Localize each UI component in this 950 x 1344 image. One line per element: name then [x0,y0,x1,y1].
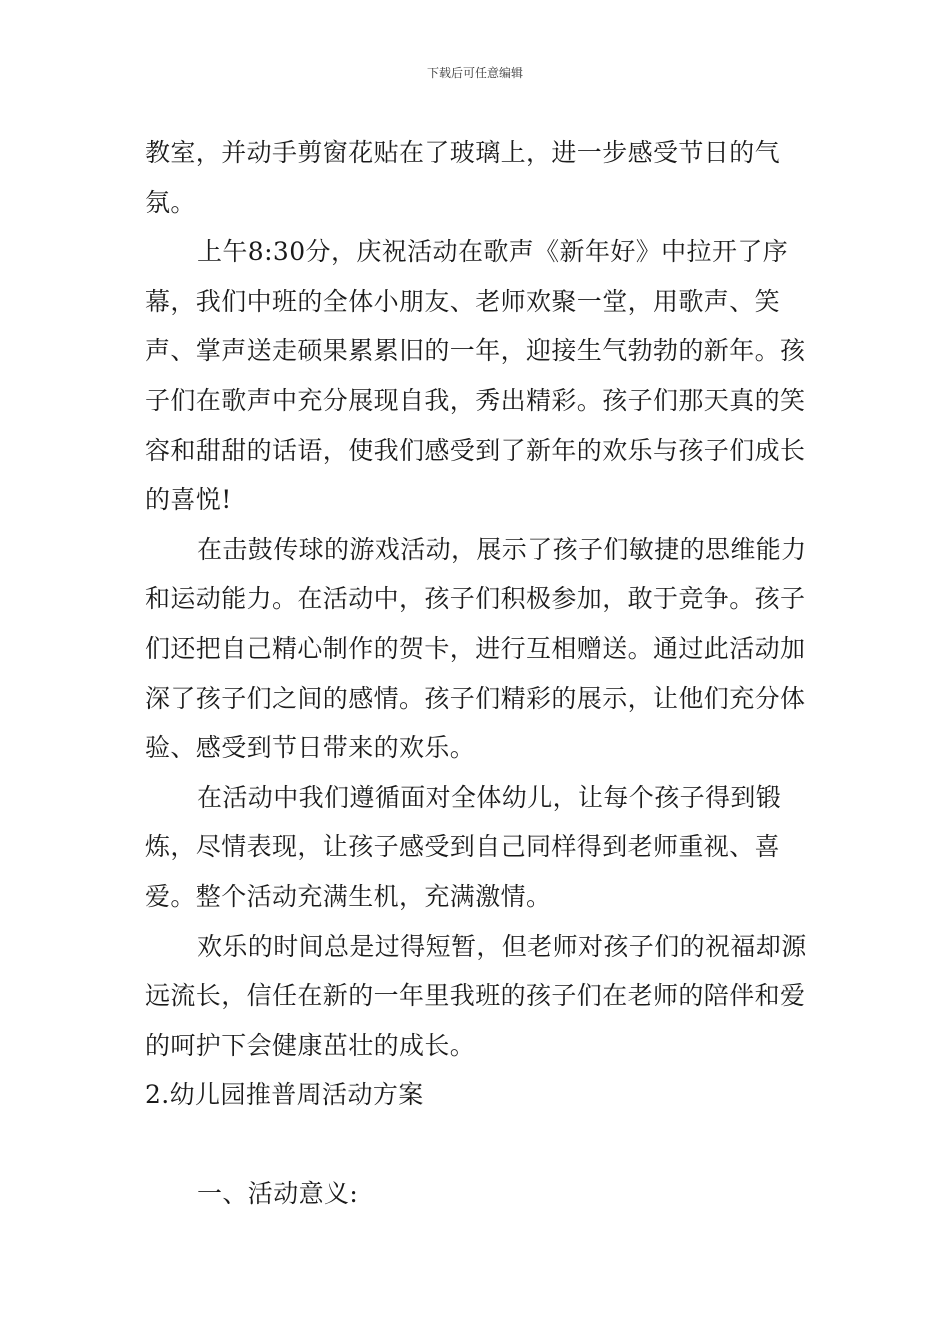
paragraph-game-activity: 在击鼓传球的游戏活动，展示了孩子们敏捷的思维能力和运动能力。在活动中，孩子们积极参加，敢于竞争。孩子们还把自己精心制作的贺卡，进行互相赠送。通过此活动加深了孩子们之间的感情。孩子们精彩的展示，让他们充分体验、感受到节日带来的欢乐。 [145,534,807,763]
page-header: 下载后可任意编辑 [426,66,523,80]
section-title: 2.幼儿园推普周活动方案 [145,1080,424,1110]
subsection-title: 一、活动意义: [197,1179,359,1209]
paragraph-blessing: 欢乐的时间总是过得短暂，但老师对孩子们的祝福却源远流长，信任在新的一年里我班的孩子们在老师的陪伴和爱的呵护下会健康茁壮的成长。 [145,931,807,1060]
paragraph-continuation: 教室，并动手剪窗花贴在了玻璃上，进一步感受节日的气氛。 [145,138,781,217]
blank-line [145,1120,807,1170]
paragraph-all-children: 在活动中我们遵循面对全体幼儿，让每个孩子得到锻炼，尽情表现，让孩子感受到自己同样得到老师重视、喜爱。整个活动充满生机，充满激情。 [145,782,782,911]
paragraph-celebration: 上午8:30分，庆祝活动在歌声《新年好》中拉开了序幕，我们中班的全体小朋友、老师欢聚一堂，用歌声、笑声、掌声送走硕果累累旧的一年，迎接生气勃勃的新年。孩子们在歌声中充分展现自我，秀出精彩。孩子们那天真的笑容和甜甜的话语，使我们感受到了新年的欢乐与孩子们成长的喜悦! [145,237,806,515]
document-body [145,128,807,1219]
